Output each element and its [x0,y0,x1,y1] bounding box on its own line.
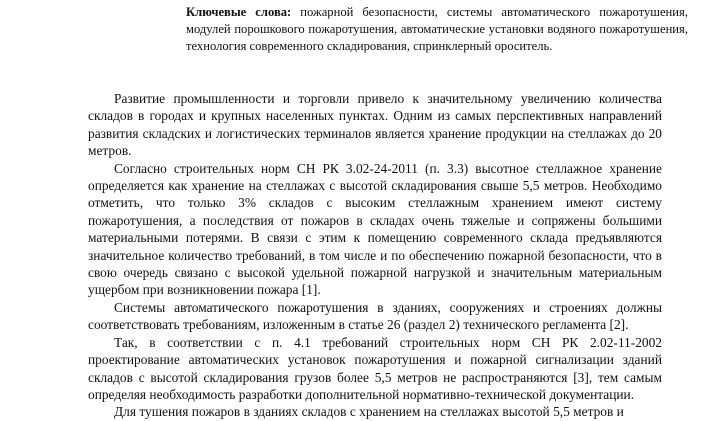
paragraph: Так, в соответствии с п. 4.1 требований строительных норм СН РК 2.02-11-2002 проектирование автоматических установок пожаротушения и пожарной сигнализации зданий складов с высотой складирования грузов более 5,5 метров не распространяются [3], тем самым определяя необходимость разработки дополнительной нормативно-технической документации. [88,334,662,402]
paragraph: Системы автоматического пожаротушения в зданиях, сооружениях и строениях должны соответствовать требованиям, изложенным в статье 26 (раздел 2) технического регламента [2]. [88,299,662,333]
paragraph: Для тушения пожаров в зданиях складов с хранением на стеллажах высотой 5,5 метров и [114,404,624,420]
paragraph: Развитие промышленности и торговли привело к значительному увеличению количества складов в городах и крупных населенных пунктах. Одним из самых перспективных направлений развития складских и логистических терминалов является хранение продукции на стеллажах до 20 метров. [88,91,662,159]
keywords-text: пожарной безопасности, системы автоматического пожаротушения, модулей порошкового пожаротушения, автоматические установки водяного пожаротушения, технология современного складирования, спринклерный ороситель. [186,5,688,54]
keywords-block [186,4,688,56]
keywords-label: Ключевые слова: [186,5,292,19]
article-body [88,90,662,421]
paragraph: Согласно строительных норм СН РК 3.02-24-2011 (п. 3.3) высотное стеллажное хранение определяется как хранение на стеллажах с высотой складирования свыше 5,5 метров. Необходимо отметить, что только 3% складов с высоким стеллажным хранением имеют систему пожаротушения, а последствия от пожаров в складах очень тяжелые и сопряжены большими материальными потерями. В связи с этим к помещению современного склада предъявляются значительное количество требований, в том числе и по обеспечению пожарной безопасности, что в свою очередь связано с высокой удельной пожарной нагрузкой и значительным материальным ущербом при возникновении пожара [1]. [88,160,662,298]
